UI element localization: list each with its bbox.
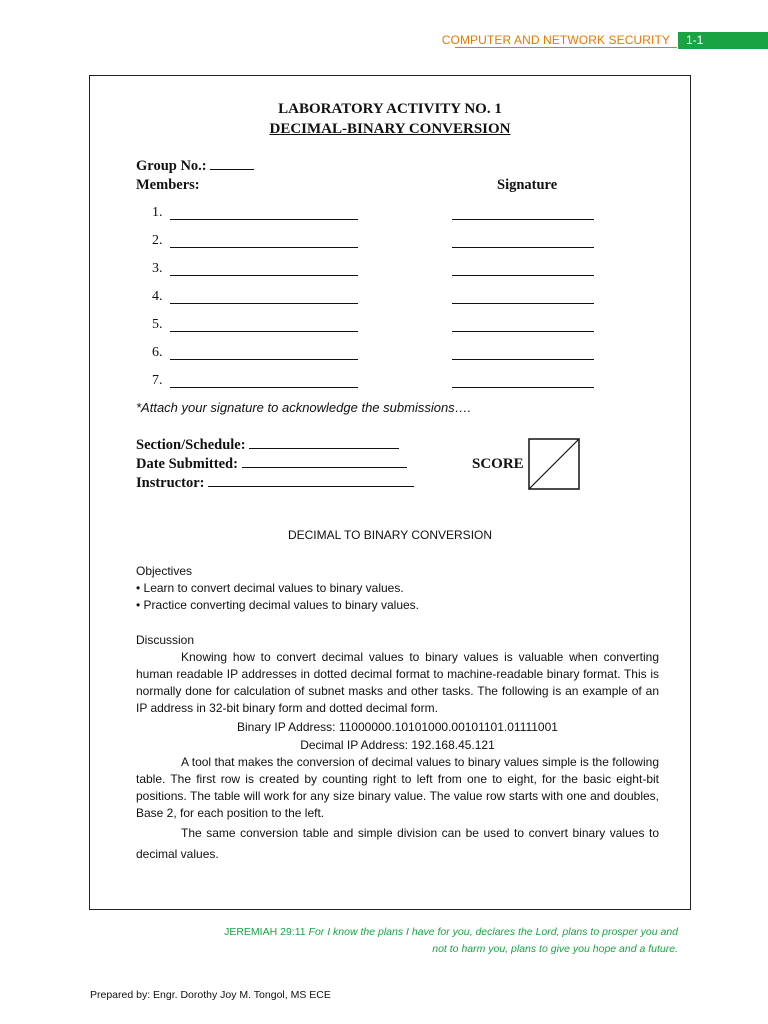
- section-field: [136, 437, 399, 454]
- member-name-line[interactable]: [170, 331, 358, 332]
- attach-note: *Attach your signature to acknowledge the submissions….: [136, 400, 472, 415]
- member-number: 4.: [152, 289, 163, 304]
- section-label: Section/Schedule:: [136, 437, 246, 453]
- objective-item: • Practice converting decimal values to binary values.: [136, 598, 420, 612]
- objectives-label: Objectives: [136, 564, 193, 578]
- member-signature-line[interactable]: [452, 303, 594, 304]
- member-name-line[interactable]: [170, 359, 358, 360]
- page-number-badge: 1-1: [678, 32, 768, 49]
- member-number: 3.: [152, 261, 163, 276]
- discussion-paragraph: A tool that makes the conversion of decimal values to binary values simple is the following table. The first row is created by counting right to left from one to eight, for the basic eight-bit positions. The table will work for any size binary value. The value row starts with one and doubles, Base 2, for each position to the left.: [136, 755, 659, 820]
- section-blank[interactable]: [249, 448, 399, 449]
- section-heading: DECIMAL TO BINARY CONVERSION: [287, 528, 493, 542]
- member-signature-line[interactable]: [452, 275, 594, 276]
- group-label: Group No.:: [136, 158, 207, 174]
- discussion-paragraph: Knowing how to convert decimal values to binary values is valuable when converting human readable IP addresses in dotted decimal format to machine-readable binary format. This is normally done for calculation of subnet masks and other tasks. The following is an example of an IP address in 32-bit binary form and dotted decimal form.: [136, 650, 659, 715]
- member-name-line[interactable]: [170, 387, 358, 388]
- member-name-line[interactable]: [170, 275, 358, 276]
- signature-label: Signature: [497, 177, 558, 193]
- member-number: 6.: [152, 345, 163, 360]
- verse-reference: JEREMIAH 29:11: [224, 926, 306, 938]
- member-name-line[interactable]: [170, 219, 358, 220]
- discussion-paragraph: The same conversion table and simple division can be used to convert binary values to decimal values.: [136, 826, 659, 861]
- member-signature-line[interactable]: [452, 247, 594, 248]
- member-signature-line[interactable]: [452, 219, 594, 220]
- objective-item: • Learn to convert decimal values to binary values.: [136, 581, 404, 595]
- member-number: 2.: [152, 233, 163, 248]
- member-name-line[interactable]: [170, 247, 358, 248]
- date-field: [136, 456, 407, 473]
- header-rule: [455, 47, 677, 48]
- prepared-by: Prepared by: Engr. Dorothy Joy M. Tongol, MS ECE: [90, 989, 331, 1001]
- score-label: SCORE: [472, 456, 524, 472]
- lab-title: LABORATORY ACTIVITY NO. 1: [278, 101, 502, 117]
- instructor-label: Instructor:: [136, 475, 205, 491]
- date-label: Date Submitted:: [136, 456, 238, 472]
- binary-ip-example: Binary IP Address: 11000000.10101000.00101101.01111001: [237, 720, 558, 734]
- verse-line: For I know the plans I have for you, declares the Lord, plans to prosper you and: [308, 926, 678, 938]
- member-signature-line[interactable]: [452, 359, 594, 360]
- group-field: [136, 158, 254, 175]
- member-number: 5.: [152, 317, 163, 332]
- verse-line: not to harm you, plans to give you hope and a future.: [432, 943, 678, 955]
- members-label: Members:: [136, 177, 200, 193]
- group-blank[interactable]: [210, 169, 254, 170]
- member-number: 1.: [152, 205, 163, 220]
- member-signature-line[interactable]: [452, 387, 594, 388]
- decimal-ip-example: Decimal IP Address: 192.168.45.121: [300, 738, 495, 752]
- header-title: COMPUTER AND NETWORK SECURITY: [441, 33, 670, 47]
- instructor-field: [136, 475, 414, 492]
- lab-subtitle: DECIMAL-BINARY CONVERSION: [269, 121, 511, 137]
- score-box[interactable]: [528, 438, 580, 490]
- member-name-line[interactable]: [170, 303, 358, 304]
- footer-verse: [178, 924, 678, 958]
- instructor-blank[interactable]: [208, 486, 414, 487]
- date-blank[interactable]: [242, 467, 407, 468]
- member-signature-line[interactable]: [452, 331, 594, 332]
- member-number: 7.: [152, 373, 163, 388]
- discussion-label: Discussion: [136, 633, 195, 647]
